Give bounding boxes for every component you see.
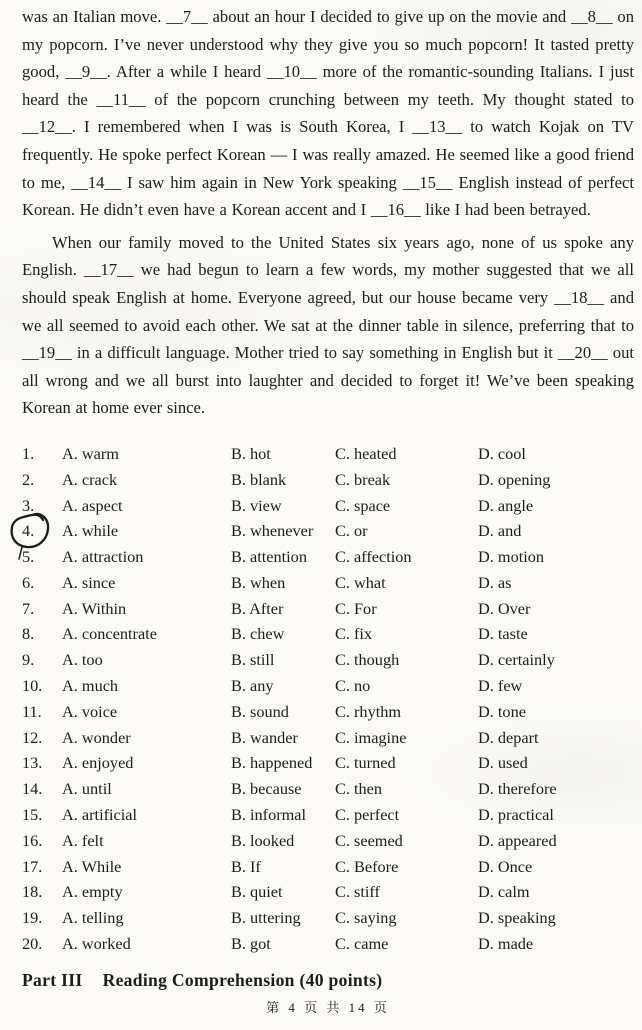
option-d: D. few — [478, 676, 523, 696]
question-number: 1. — [22, 443, 35, 463]
question-number: 2. — [22, 469, 35, 489]
option-c: C. space — [335, 495, 391, 515]
option-d: D. practical — [478, 805, 554, 825]
part-title: Reading Comprehension (40 points) — [102, 969, 383, 990]
option-a: A. voice — [62, 701, 118, 721]
option-a: A. attraction — [62, 547, 144, 567]
question-row — [22, 673, 634, 699]
option-c: C. no — [335, 676, 371, 696]
option-c: C. then — [335, 779, 383, 799]
option-a: A. felt — [62, 830, 104, 850]
question-number: 13. — [22, 753, 43, 773]
cloze-paragraph-1: was an Italian move. __7__ about an hour I decided to give up on the movie and __8__ on my popcorn. I’ve never understood why they give you so much popcorn! It tasted pretty good, __9__. After a while I heard __10__ more of the romantic-sounding Italians. I just heard the __11__ of the popcorn crunching between my teeth. My thought stated to __12__. I remembered when I was is South Korea, I __13__ to watch Kojak on TV frequently. He spoke perfect Korean — I was really amazed. He seemed like a good friend to me, __14__ I saw him again in New York speaking __15__ English instead of perfect Korean. He didn’t even have a Korean accent and I __16__ like I had been betrayed. — [22, 7, 634, 220]
question-number: 18. — [22, 882, 43, 902]
option-d: D. motion — [478, 547, 545, 567]
option-d: D. appeared — [478, 830, 557, 850]
option-c: C. stiff — [335, 882, 380, 902]
option-d: D. opening — [478, 469, 551, 489]
option-a: A. worked — [62, 934, 131, 954]
option-b: B. attention — [231, 547, 307, 567]
option-a: A. aspect — [62, 495, 123, 515]
option-d: D. taste — [478, 624, 528, 644]
option-c: C. Before — [335, 856, 399, 876]
option-b: B. looked — [231, 830, 295, 850]
question-row — [22, 905, 634, 931]
part-label: Part III — [22, 969, 83, 990]
option-a: A. while — [62, 521, 119, 541]
question-row — [22, 931, 634, 957]
option-a: A. much — [62, 676, 119, 696]
question-row — [22, 699, 634, 725]
option-d: D. tone — [478, 701, 526, 721]
option-d: D. angle — [478, 495, 534, 515]
question-number: 9. — [22, 650, 35, 670]
option-b: B. got — [231, 934, 271, 954]
option-b: B. happened — [231, 753, 313, 773]
option-b: B. still — [231, 650, 275, 670]
question-row — [22, 570, 634, 596]
question-row — [22, 441, 634, 467]
option-c: C. imagine — [335, 727, 407, 747]
question-row — [22, 493, 634, 519]
option-c: C. turned — [335, 753, 396, 773]
question-row — [22, 854, 634, 880]
option-d: D. speaking — [478, 908, 556, 928]
question-number: 19. — [22, 908, 43, 928]
question-number: 4. — [22, 518, 62, 544]
option-b: B. If — [231, 856, 261, 876]
option-b: B. chew — [231, 624, 285, 644]
option-b: B. view — [231, 495, 282, 515]
question-row — [22, 544, 634, 570]
option-b: B. hot — [231, 443, 271, 463]
option-b: B. whenever — [231, 521, 314, 541]
option-d: D. depart — [478, 727, 539, 747]
question-number: 14. — [22, 779, 43, 799]
question-row — [22, 467, 634, 493]
option-a: A. empty — [62, 882, 123, 902]
question-row — [22, 828, 634, 854]
option-d: D. Over — [478, 598, 531, 618]
option-d: D. Once — [478, 856, 533, 876]
question-number: 16. — [22, 830, 43, 850]
question-number: 3. — [22, 495, 35, 515]
page-number-footer: 第 4 页 共 14 页 — [266, 999, 390, 1015]
option-b: B. any — [231, 676, 274, 696]
option-d: D. certainly — [478, 650, 555, 670]
option-d: D. cool — [478, 443, 526, 463]
question-number: 6. — [22, 572, 35, 592]
option-a: A. Within — [62, 598, 127, 618]
option-b: B. After — [231, 598, 284, 618]
question-row — [22, 725, 634, 751]
question-number: 15. — [22, 805, 43, 825]
option-b: B. when — [231, 572, 286, 592]
question-row — [22, 596, 634, 622]
option-b: B. quiet — [231, 882, 283, 902]
question-row — [22, 776, 634, 802]
option-a: A. enjoyed — [62, 753, 134, 773]
option-d: D. as — [478, 572, 512, 592]
option-d: D. and — [478, 521, 522, 541]
question-row — [22, 518, 634, 544]
option-a: A. telling — [62, 908, 124, 928]
multiple-choice-question-list — [22, 441, 634, 957]
option-a: A. until — [62, 779, 112, 799]
option-a: A. crack — [62, 469, 118, 489]
question-number: 12. — [22, 727, 43, 747]
question-number: 7. — [22, 598, 35, 618]
option-c: C. rhythm — [335, 701, 402, 721]
option-c: C. saying — [335, 908, 397, 928]
option-b: B. uttering — [231, 908, 301, 928]
option-d: D. calm — [478, 882, 530, 902]
option-d: D. used — [478, 753, 528, 773]
question-number: 8. — [22, 624, 35, 644]
question-row — [22, 647, 634, 673]
question-row — [22, 879, 634, 905]
option-a: A. since — [62, 572, 116, 592]
question-row — [22, 750, 634, 776]
option-a: A. concentrate — [62, 624, 157, 644]
option-a: A. warm — [62, 443, 119, 463]
option-c: C. fix — [335, 624, 373, 644]
option-a: A. too — [62, 650, 103, 670]
option-c: C. break — [335, 469, 391, 489]
part-heading — [22, 970, 634, 991]
question-number: 17. — [22, 856, 43, 876]
option-c: C. though — [335, 650, 400, 670]
option-c: C. perfect — [335, 805, 400, 825]
option-d: D. therefore — [478, 779, 557, 799]
question-number: 20. — [22, 934, 43, 954]
question-row — [22, 802, 634, 828]
option-c: C. heated — [335, 443, 397, 463]
option-c: C. came — [335, 934, 389, 954]
option-c: C. affection — [335, 547, 412, 567]
option-a: A. artificial — [62, 805, 138, 825]
option-b: B. informal — [231, 805, 307, 825]
option-c: C. or — [335, 521, 368, 541]
question-number: 10. — [22, 676, 43, 696]
option-b: B. sound — [231, 701, 289, 721]
option-c: C. what — [335, 572, 386, 592]
option-c: C. For — [335, 598, 377, 618]
option-b: B. blank — [231, 469, 287, 489]
question-row — [22, 621, 634, 647]
option-b: B. because — [231, 779, 302, 799]
cloze-paragraph-2: When our family moved to the United States six years ago, none of us spoke any English. __17__ we had begun to learn a few words, my mother suggested that we all should speak English at home. Everyone agreed, but our house became very __18__ and we all seemed to avoid each other. We sat at the dinner table in silence, preferring that to __19__ in a difficult language. Mother tried to say something in English but it __20__ out all wrong and we all burst into laughter and decided to forget it! We’ve been speaking Korean at home ever since. — [22, 232, 634, 418]
option-c: C. seemed — [335, 830, 403, 850]
option-b: B. wander — [231, 727, 298, 747]
option-a: A. wonder — [62, 727, 131, 747]
option-a: A. While — [62, 856, 122, 876]
question-number: 5. — [22, 547, 35, 567]
option-d: D. made — [478, 934, 534, 954]
question-number: 11. — [22, 701, 42, 721]
